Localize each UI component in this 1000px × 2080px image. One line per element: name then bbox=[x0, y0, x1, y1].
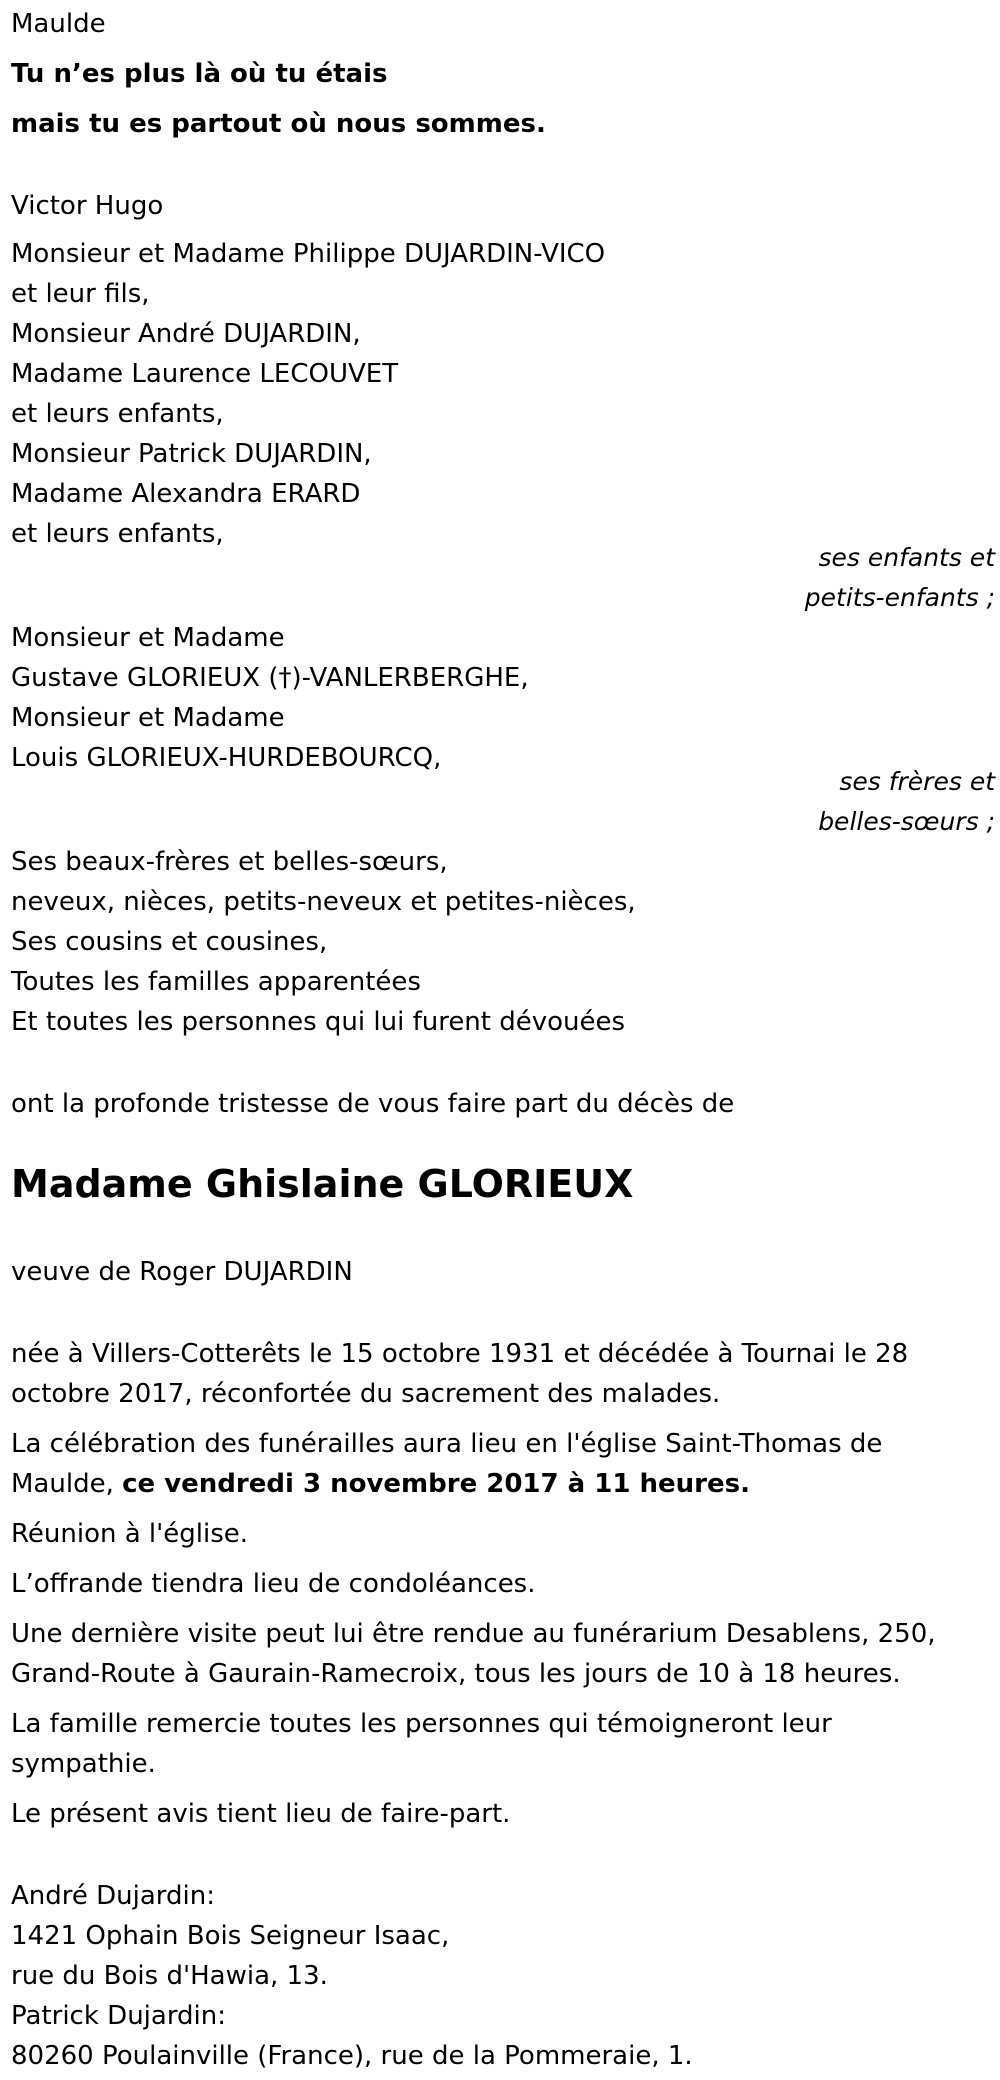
ceremony-line-1: La célébration des funérailles aura lieu en l'église Saint-Thomas de bbox=[11, 1429, 883, 1459]
widow-of: veuve de Roger DUJARDIN bbox=[11, 1257, 353, 1287]
address-line: rue du Bois d'Hawia, 13. bbox=[11, 1961, 328, 1991]
role-label-children-1: ses enfants et bbox=[818, 543, 995, 572]
sibling-line: Monsieur et Madame bbox=[11, 623, 285, 653]
sibling-line: Gustave GLORIEUX (†)-VANLERBERGHE, bbox=[11, 663, 529, 693]
relatives-line: Ses cousins et cousines, bbox=[11, 927, 328, 957]
visit-line-1: Une dernière visite peut lui être rendue au funérarium Desablens, 250, bbox=[11, 1619, 936, 1649]
notice-text: Le présent avis tient lieu de faire-part. bbox=[11, 1799, 511, 1829]
family-line: et leur fils, bbox=[11, 279, 150, 309]
role-label-children-2: petits-enfants ; bbox=[804, 583, 995, 612]
address-line: André Dujardin: bbox=[11, 1881, 216, 1911]
ceremony-date-time: ce vendredi 3 novembre 2017 à 11 heures. bbox=[122, 1469, 750, 1499]
birth-death-line-1: née à Villers-Cotterêts le 15 octobre 1931 et décédée à Tournai le 28 bbox=[11, 1339, 909, 1369]
announcement-text: ont la profonde tristesse de vous faire part du décès de bbox=[11, 1089, 735, 1119]
relatives-line: Toutes les familles apparentées bbox=[11, 967, 421, 997]
sibling-line: Monsieur et Madame bbox=[11, 703, 285, 733]
thanks-line-1: La famille remercie toutes les personnes qui témoigneront leur bbox=[11, 1709, 832, 1739]
relatives-line: neveux, nièces, petits-neveux et petites-nièces, bbox=[11, 887, 636, 917]
offering-text: L’offrande tiendra lieu de condoléances. bbox=[11, 1569, 536, 1599]
address-line: Patrick Dujardin: bbox=[11, 2001, 227, 2031]
deceased-name: Madame Ghislaine GLORIEUX bbox=[11, 1162, 634, 1206]
place-header: Maulde bbox=[11, 9, 106, 39]
family-line: Madame Laurence LECOUVET bbox=[11, 359, 399, 389]
sibling-line: Louis GLORIEUX-HURDEBOURCQ, bbox=[11, 743, 442, 773]
meeting-text: Réunion à l'église. bbox=[11, 1519, 249, 1549]
family-line: Monsieur Patrick DUJARDIN, bbox=[11, 439, 372, 469]
ceremony-line-2 bbox=[11, 1469, 750, 1499]
address-line: 80260 Poulainville (France), rue de la Pommeraie, 1. bbox=[11, 2041, 693, 2071]
birth-death-line-2: octobre 2017, réconfortée du sacrement des malades. bbox=[11, 1379, 721, 1409]
family-line: Madame Alexandra ERARD bbox=[11, 479, 361, 509]
relatives-line: Et toutes les personnes qui lui furent dévouées bbox=[11, 1007, 626, 1037]
relatives-line: Ses beaux-frères et belles-sœurs, bbox=[11, 847, 448, 877]
family-line: et leurs enfants, bbox=[11, 399, 224, 429]
family-line: Monsieur et Madame Philippe DUJARDIN-VICO bbox=[11, 239, 606, 269]
thanks-line-2: sympathie. bbox=[11, 1749, 156, 1779]
address-line: 1421 Ophain Bois Seigneur Isaac, bbox=[11, 1921, 450, 1951]
role-label-siblings-2: belles-sœurs ; bbox=[818, 807, 995, 836]
family-line: et leurs enfants, bbox=[11, 519, 224, 549]
quote-line-2: mais tu es partout où nous sommes. bbox=[11, 109, 546, 139]
role-label-siblings-1: ses frères et bbox=[839, 767, 995, 796]
visit-line-2: Grand-Route à Gaurain-Ramecroix, tous les jours de 10 à 18 heures. bbox=[11, 1659, 901, 1689]
quote-author: Victor Hugo bbox=[11, 191, 164, 221]
quote-line-1: Tu n’es plus là où tu étais bbox=[11, 59, 388, 89]
family-line: Monsieur André DUJARDIN, bbox=[11, 319, 361, 349]
ceremony-location: Maulde, bbox=[11, 1469, 123, 1499]
